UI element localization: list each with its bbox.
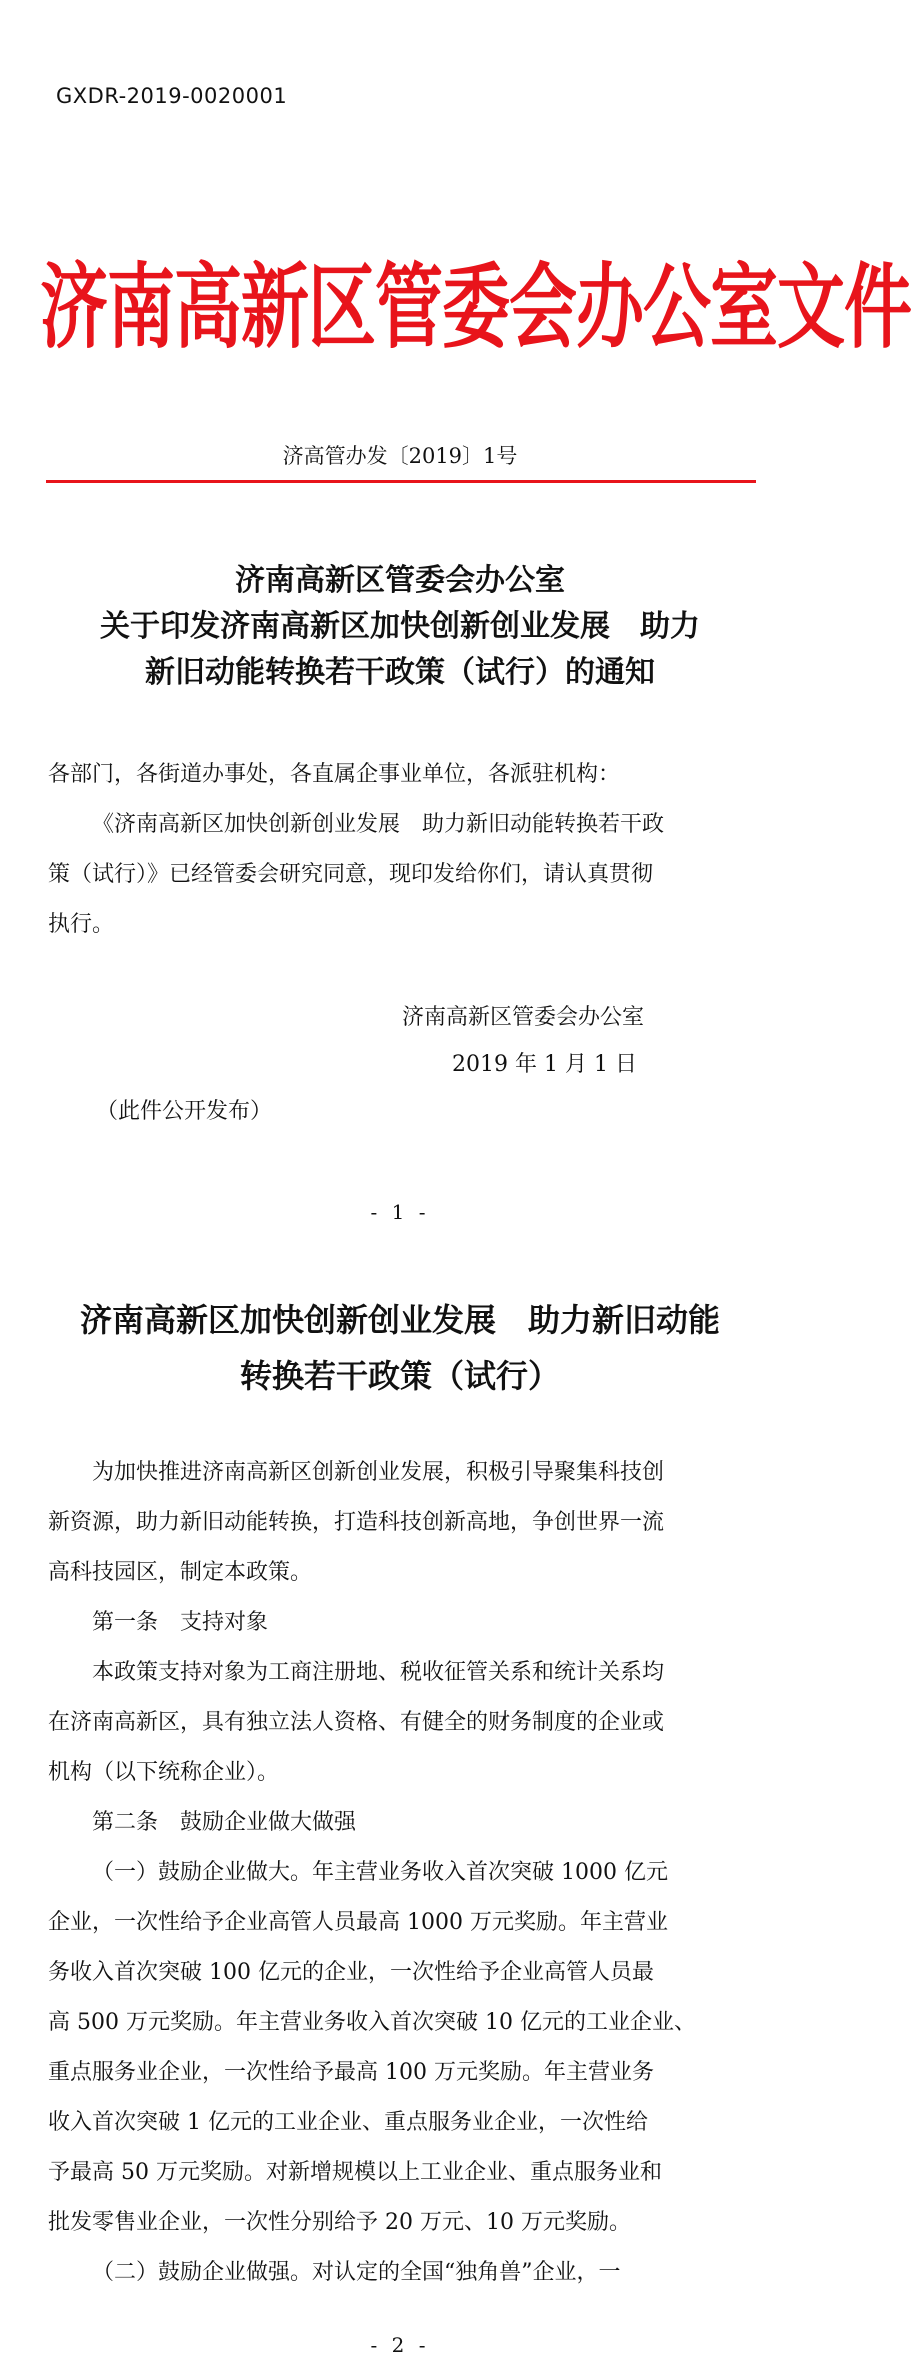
policy-line: 本政策支持对象为工商注册地、税收征管关系和统计关系均 — [92, 1660, 665, 1685]
policy-line: 务收入首次突破 100 亿元的企业，一次性给予企业高管人员最 — [48, 1960, 654, 1985]
notice-title-line: 新旧动能转换若干政策（试行）的通知 — [145, 655, 655, 690]
policy-line: 为加快推进济南高新区创新创业发展，积极引导聚集科技创 — [92, 1460, 665, 1485]
policy-line: 第二条 鼓励企业做大做强 — [92, 1810, 357, 1835]
policy-line: 批发零售业企业，一次性分别给予 20 万元、10 万元奖励。 — [48, 2210, 631, 2235]
policy-line: （一）鼓励企业做大。年主营业务收入首次突破 1000 亿元 — [92, 1860, 668, 1885]
policy-line: 企业，一次性给予企业高管人员最高 1000 万元奖励。年主营业 — [48, 1910, 668, 1935]
policy-title-line: 济南高新区加快创新创业发展 助力新旧动能 — [79, 1301, 720, 1339]
publish-note: （此件公开发布） — [96, 1099, 273, 1124]
policy-body — [48, 1448, 758, 2298]
policy-line: 重点服务业企业，一次性给予最高 100 万元奖励。年主营业务 — [48, 2060, 654, 2085]
red-divider — [46, 480, 756, 483]
policy-line: 在济南高新区，具有独立法人资格、有健全的财务制度的企业或 — [48, 1710, 665, 1735]
recipients-line: 各部门，各街道办事处，各直属企事业单位，各派驻机构： — [48, 762, 621, 787]
body-line: 策（试行）》已经管委会研究同意，现印发给你们，请认真贯彻 — [48, 862, 654, 887]
notice-title — [40, 558, 760, 696]
policy-line: 机构（以下统称企业）。 — [48, 1760, 280, 1785]
page-number: - 2 - — [370, 2333, 430, 2357]
signature-date: 2019 年 1 月 1 日 — [452, 1052, 637, 1077]
policy-line: （二）鼓励企业做强。对认定的全国“独角兽”企业，一 — [92, 2260, 621, 2285]
red-masthead: 济南高新区管委会办公室文件 — [40, 253, 911, 362]
signature-org: 济南高新区管委会办公室 — [402, 1005, 645, 1030]
notice-title-line: 关于印发济南高新区加快创新创业发展 助力 — [100, 609, 700, 644]
document-id: GXDR-2019-0020001 — [56, 84, 288, 108]
policy-title — [40, 1292, 760, 1404]
policy-line: 第一条 支持对象 — [92, 1610, 269, 1635]
page-number: - 1 - — [370, 1200, 430, 1224]
policy-line: 高科技园区，制定本政策。 — [48, 1560, 313, 1585]
policy-line: 新资源，助力新旧动能转换，打造科技创新高地，争创世界一流 — [48, 1510, 665, 1535]
policy-line: 收入首次突破 1 亿元的工业企业、重点服务业企业，一次性给 — [48, 2110, 648, 2135]
notice-title-line: 济南高新区管委会办公室 — [235, 563, 565, 598]
policy-line: 予最高 50 万元奖励。对新增规模以上工业企业、重点服务业和 — [48, 2160, 662, 2185]
body-line: 执行。 — [48, 912, 115, 937]
body-line: 《济南高新区加快创新创业发展 助力新旧动能转换若干政 — [92, 812, 665, 837]
document-number: 济高管办发〔2019〕1号 — [282, 444, 518, 468]
policy-line: 高 500 万元奖励。年主营业务收入首次突破 10 亿元的工业企业、 — [48, 2010, 696, 2035]
notice-body — [48, 800, 754, 950]
policy-title-line: 转换若干政策（试行） — [239, 1357, 560, 1395]
